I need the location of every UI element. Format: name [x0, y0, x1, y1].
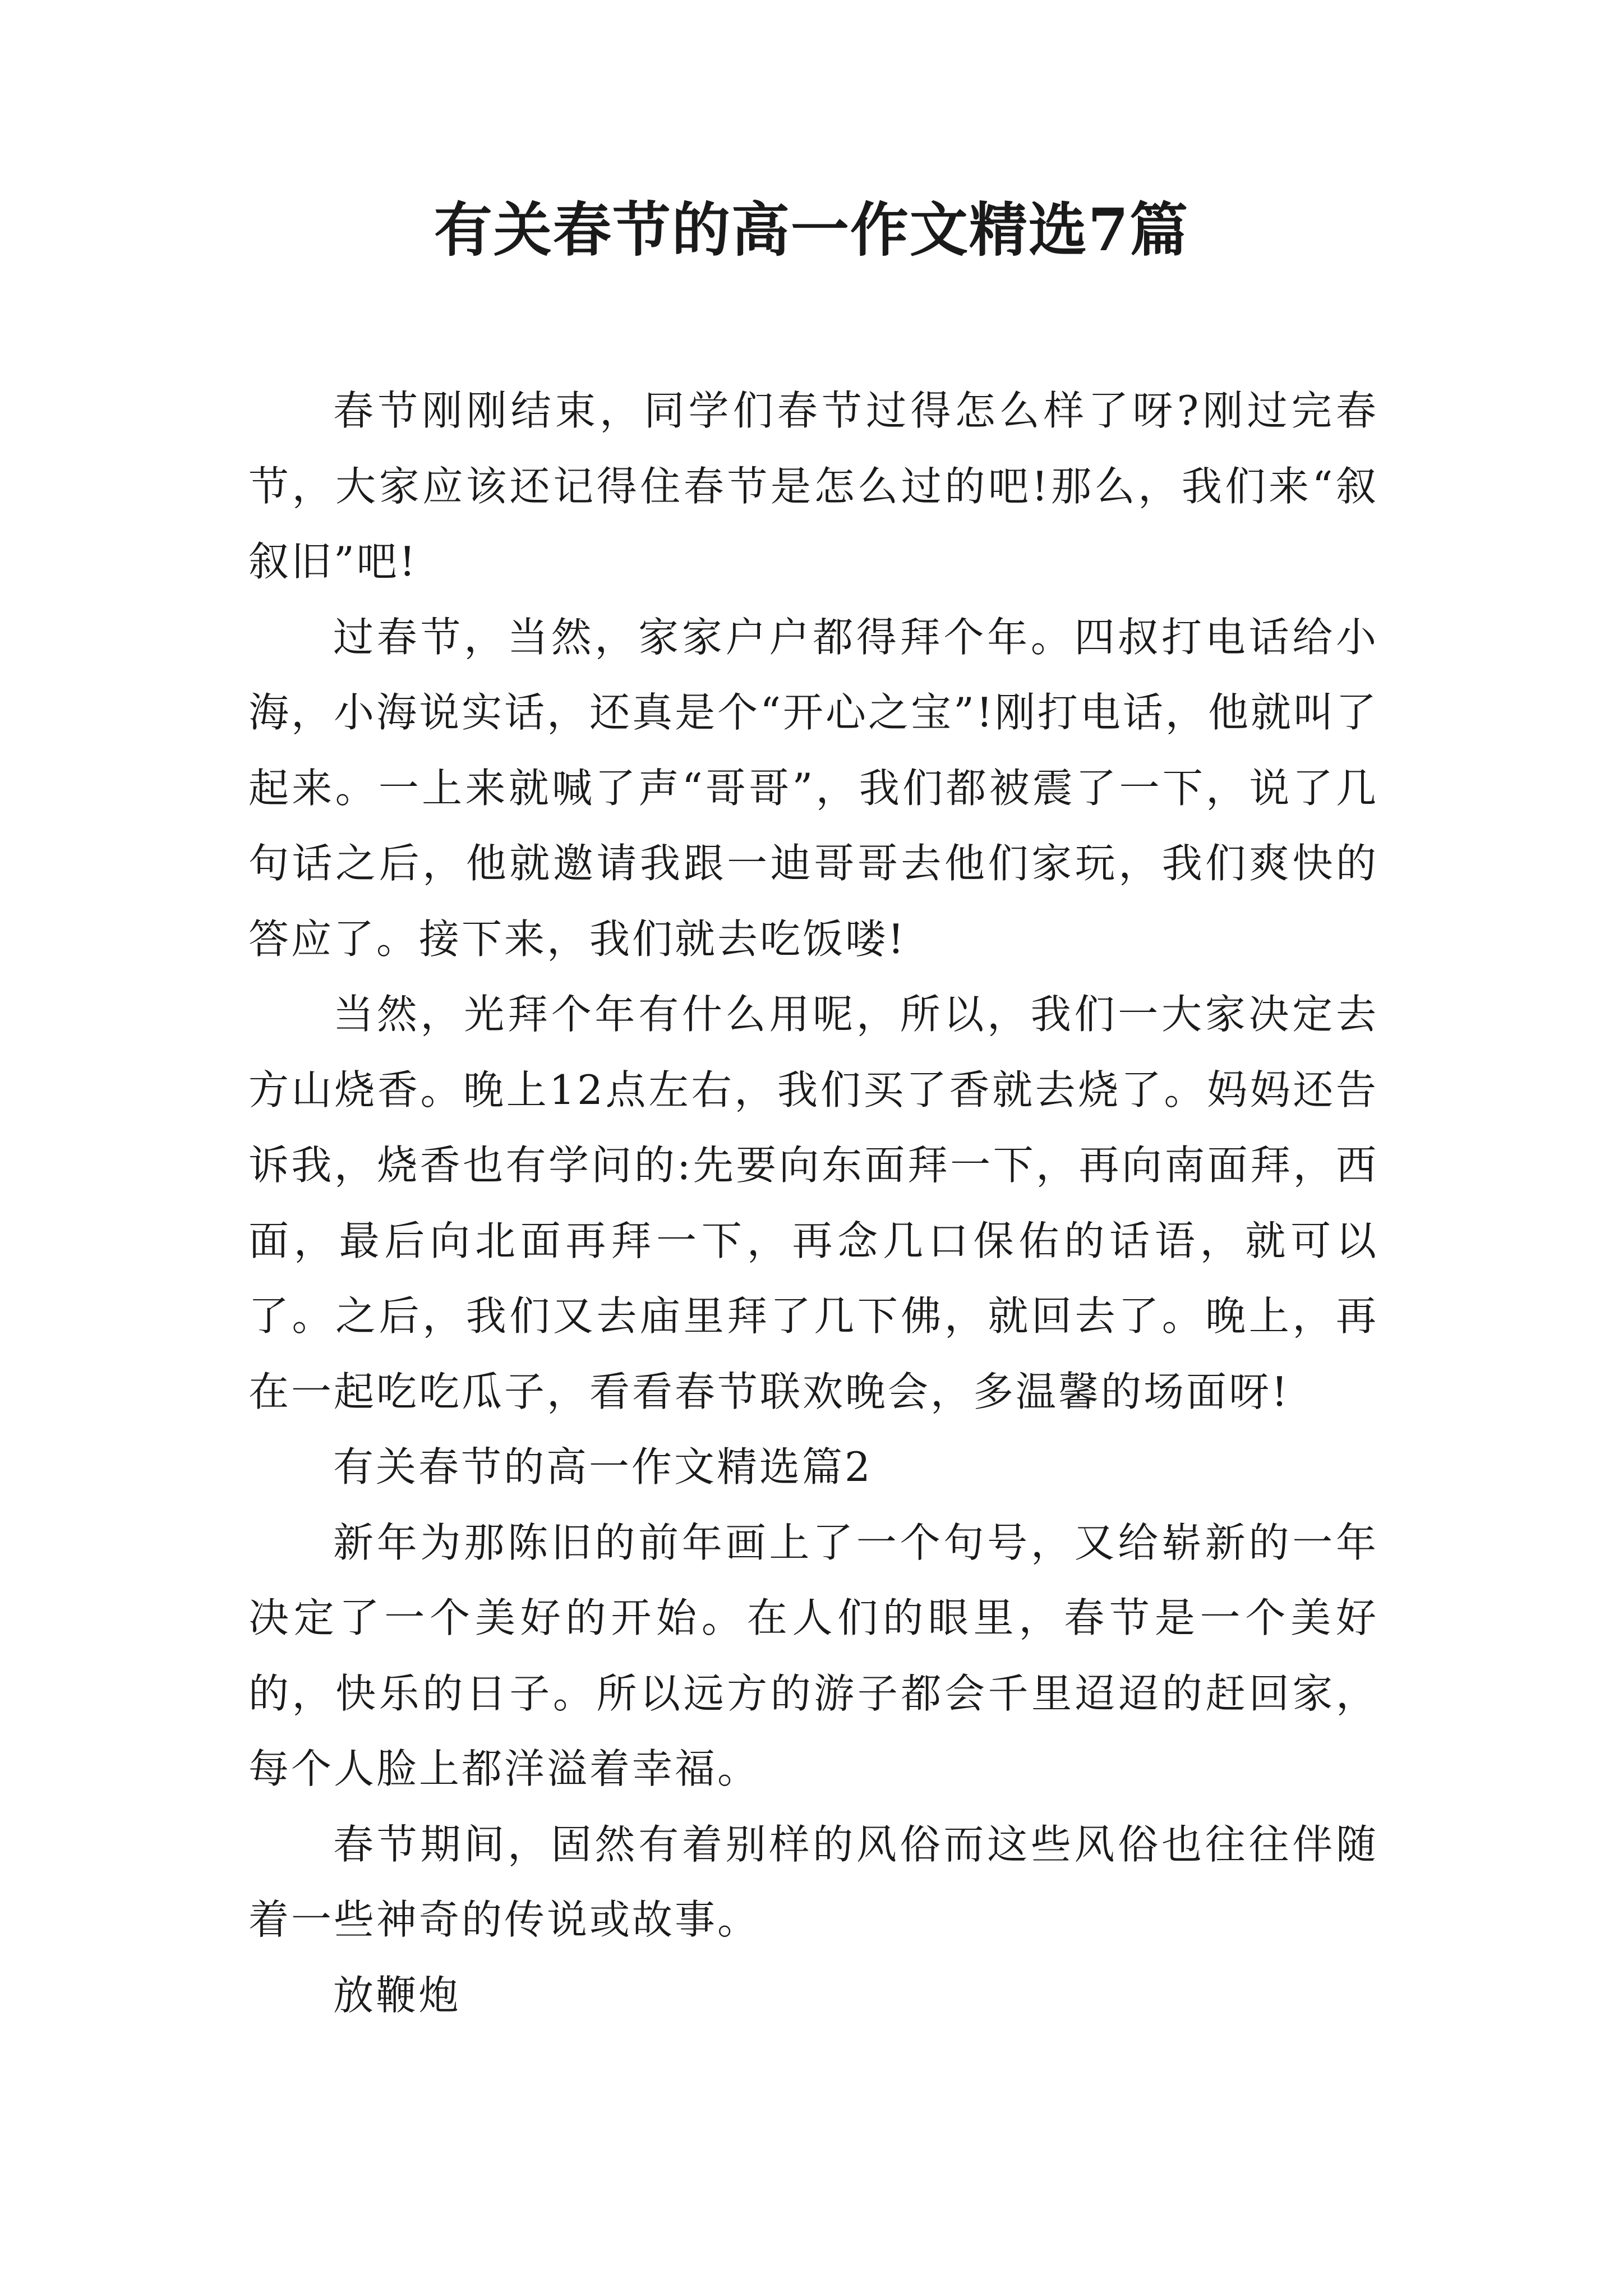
paragraph-new-year-visit: 过春节，当然，家家户户都得拜个年。四叔打电话给小海，小海说实话，还真是个“开心之宝”!刚打电话，他就叫了起来。一上来就喊了声“哥哥”，我们都被震了一下，说了几句话之后，他就邀请我跟一迪哥哥去他们家玩，我们爽快的答应了。接下来，我们就去吃饭喽! — [248, 613, 1378, 963]
paragraph-new-year-beginning: 新年为那陈旧的前年画上了一个句号，又给崭新的一年决定了一个美好的开始。在人们的眼里，春节是一个美好的，快乐的日子。所以远方的游子都会千里迢迢的赶回家，每个人脸上都洋溢着幸福。 — [248, 1519, 1378, 1792]
section-heading-essay-2: 有关春节的高一作文精选篇2 — [333, 1443, 873, 1490]
paragraph-burning-incense: 当然，光拜个年有什么用呢，所以，我们一大家决定去方山烧香。晚上12点左右，我们买了香就去烧了。妈妈还告诉我，烧香也有学问的:先要向东面拜一下，再向南面拜，西面，最后向北面再拜一下，再念几口保佑的话语，就可以了。之后，我们又去庙里拜了几下佛，就回去了。晚上，再在一起吃吃瓜子，看看春节联欢晚会，多温馨的场面呀! — [248, 991, 1378, 1415]
paragraph-customs-legends: 春节期间，固然有着别样的风俗而这些风俗也往往伴随着一些神奇的传说或故事。 — [248, 1820, 1378, 1943]
subheading-firecrackers: 放鞭炮 — [333, 1971, 462, 2019]
document-body — [248, 373, 1378, 2033]
document-title: 有关春节的高一作文精选7篇 — [434, 195, 1189, 264]
paragraph-intro: 春节刚刚结束，同学们春节过得怎么样了呀?刚过完春节，大家应该还记得住春节是怎么过的吧!那么，我们来“叙叙旧”吧! — [248, 387, 1378, 585]
